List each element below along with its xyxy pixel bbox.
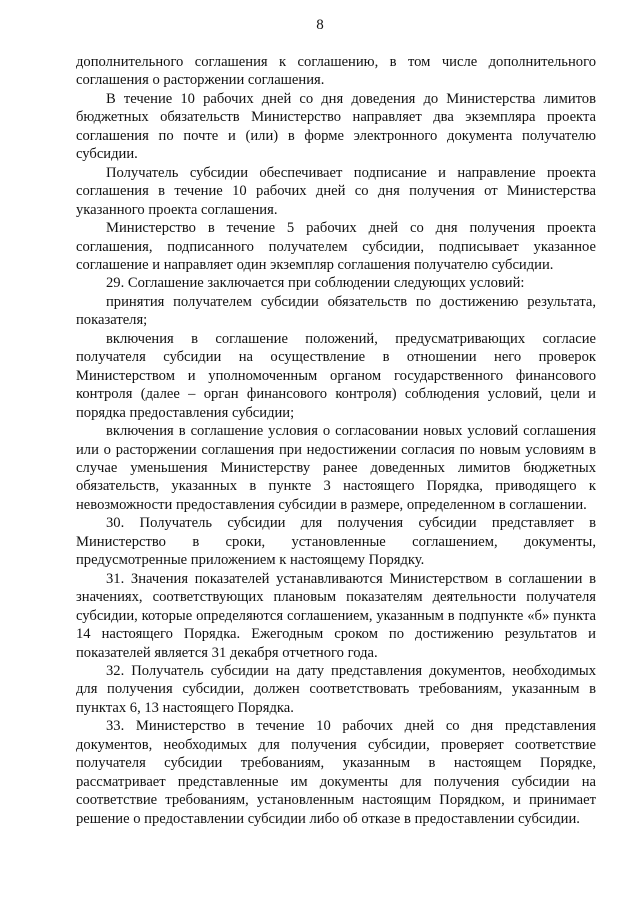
page-number: 8 (316, 17, 324, 33)
paragraph-clause-33: 33. Министерство в течение 10 рабочих дней со дня представления документов, необходимых для получения субсидии, проверяет соответствие получателя субсидии требованиям, указанным в настоящем Порядке, рассматривает представленные им документы для получения субсидии на соответствие требованиям, установленным настоящим Порядком, и принимает решение о предоставлении субсидии либо об отказе в предоставлении субсидии. (76, 718, 596, 827)
paragraph-clause-31: 31. Значения показателей устанавливаются Министерством в соглашении в значениях, соответствующих плановым показателям деятельности получателя субсидии, которые определяются соглашением, указанным в подпункте «б» пункта 14 настоящего Порядка. Ежегодным сроком по достижению результатов и показателей является 31 декабря отчетного года. (76, 570, 596, 661)
paragraph: В течение 10 рабочих дней со дня доведения до Министерства лимитов бюджетных обязательств Министерство направляет два экземпляра проекта соглашения по почте и (или) в форме электронного документа получателю субсидии. (76, 90, 596, 163)
paragraph-clause-30: 30. Получатель субсидии для получения субсидии представляет в Министерство в сроки, установленные соглашением, документы, предусмотренные приложением к настоящему Порядку. (76, 515, 596, 569)
paragraph: принятия получателем субсидии обязательств по достижению результата, показателя; (76, 293, 596, 329)
paragraph: Получатель субсидии обеспечивает подписание и направление проекта соглашения в течение 10 рабочих дней со дня получения от Министерства указанного проекта соглашения. (76, 164, 596, 218)
paragraph: Министерство в течение 5 рабочих дней со дня получения проекта соглашения, подписанного получателем субсидии, подписывает указанное соглашение и направляет один экземпляр соглашения получателю субсидии. (76, 220, 596, 273)
paragraph-continuation: дополнительного соглашения к соглашению, в том числе дополнительного соглашения о расторжении соглашения. (76, 54, 596, 89)
paragraph: включения в соглашение положений, предусматривающих согласие получателя субсидии на осуществление в отношении него проверок Министерством и уполномоченным органом государственного финансового контроля (далее – орган финансового контроля) соблюдения условий, цели и порядка предоставления субсидии; (76, 330, 596, 421)
paragraph: включения в соглашение условия о согласовании новых условий соглашения или о расторжении соглашения при недостижении согласия по новым условиям в случае уменьшения Министерству ранее доведенных лимитов бюджетных обязательств, указанных в пункте 3 настоящего Порядка, приводящего к невозможности предоставления субсидии в размере, определенном в соглашении. (76, 423, 596, 513)
paragraph-clause-29: 29. Соглашение заключается при соблюдении следующих условий: (106, 275, 525, 292)
paragraph-clause-32: 32. Получатель субсидии на дату представления документов, необходимых для получения субсидии, должен соответствовать требованиям, указанным в пунктах 6, 13 настоящего Порядка. (76, 662, 596, 716)
document-body (76, 53, 596, 828)
